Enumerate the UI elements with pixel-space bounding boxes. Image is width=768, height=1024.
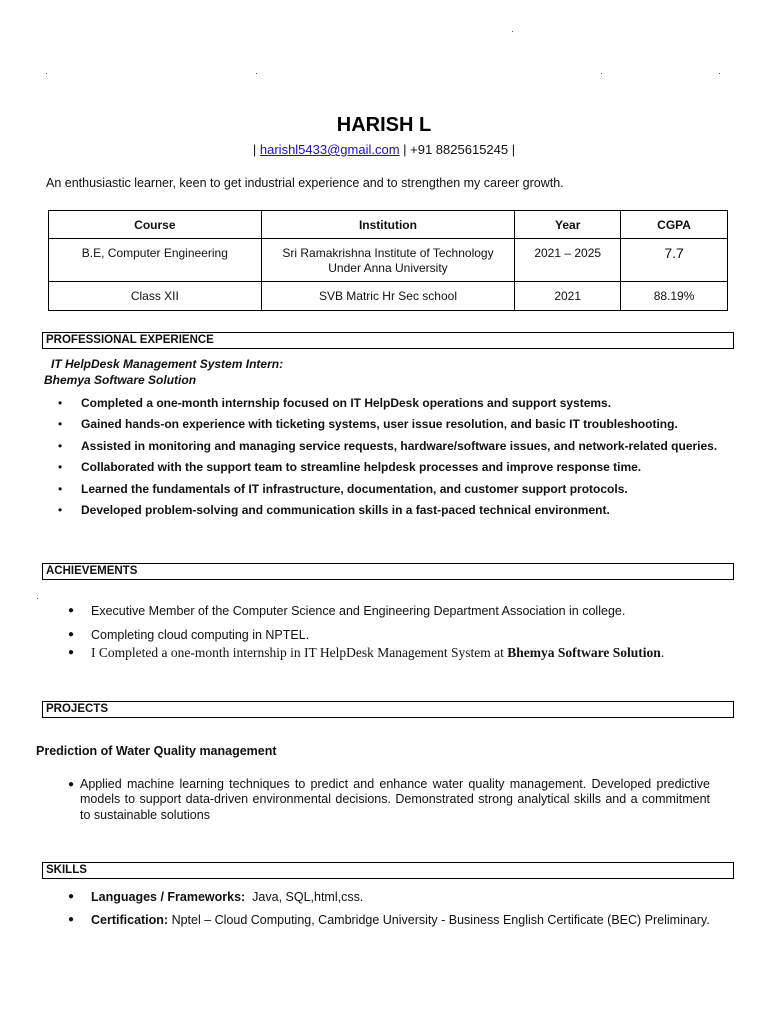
- bullet-icon: ●: [68, 779, 75, 790]
- list-item: [68, 889, 710, 912]
- list-item: [68, 912, 710, 935]
- contact-prefix: |: [252, 142, 260, 157]
- list-item: • Gained hands-on experience with ticketing systems, user issue resolution, and basic IT troubleshooting.: [56, 416, 717, 437]
- achievement-company: Bhemya Software Solution: [507, 645, 661, 660]
- column-header-course: Course: [49, 211, 262, 239]
- achievement-text: I Completed a one-month internship in IT HelpDesk Management System at: [91, 645, 508, 660]
- list-item: • Collaborated with the support team to streamline helpdesk processes and improve response time.: [56, 459, 717, 480]
- table-row: [49, 239, 728, 282]
- section-heading-achievements: ACHIEVEMENTS: [42, 563, 734, 580]
- stray-dot: [37, 598, 38, 599]
- skill-value: Java, SQL,html,css.: [245, 890, 364, 904]
- project-title: Prediction of Water Quality management: [36, 744, 277, 758]
- list-item: • Developed problem-solving and communication skills in a fast-paced technical environment.: [56, 502, 717, 523]
- cgpa-cell: 88.19%: [621, 282, 728, 311]
- table-row: [49, 282, 728, 311]
- section-heading-projects: PROJECTS: [42, 701, 734, 718]
- skills-list: [68, 889, 710, 934]
- achievements-list: [68, 603, 664, 661]
- career-objective: An enthusiastic learner, keen to get industrial experience and to strengthen my career growth.: [46, 176, 564, 190]
- stray-dot: [256, 73, 257, 74]
- contact-line: [0, 142, 768, 157]
- year-cell: 2021 – 2025: [515, 239, 621, 282]
- skill-label: Languages / Frameworks:: [91, 890, 246, 904]
- skill-value: Nptel – Cloud Computing, Cambridge University - Business English Certificate (BEC) Preliminary.: [168, 912, 710, 927]
- institution-affiliation: Under Anna University: [328, 261, 448, 275]
- list-item: ● Completing cloud computing in NPTEL.: [68, 627, 664, 645]
- contact-phone: | +91 8825615245 |: [399, 142, 516, 157]
- year-cell: 2021: [515, 282, 621, 311]
- stray-dot: [719, 73, 720, 74]
- institution-cell: [261, 239, 515, 282]
- list-item: • Completed a one-month internship focused on IT HelpDesk operations and support systems.: [56, 395, 717, 416]
- institution-name: Sri Ramakrishna Institute of Technology: [282, 246, 494, 260]
- project-description: [68, 777, 710, 823]
- email-link[interactable]: harishl5433@gmail.com: [259, 142, 400, 157]
- column-header-cgpa: CGPA: [621, 211, 728, 239]
- column-header-year: Year: [515, 211, 621, 239]
- company-name: Bhemya Software Solution: [44, 373, 197, 387]
- section-heading-skills: SKILLS: [42, 862, 734, 879]
- course-cell: B.E, Computer Engineering: [49, 239, 262, 282]
- experience-bullet-list: [56, 395, 717, 523]
- stray-dot: [601, 73, 602, 74]
- institution-cell: SVB Matric Hr Sec school: [261, 282, 515, 311]
- education-header-row: [49, 211, 728, 239]
- job-role: IT HelpDesk Management System Intern:: [51, 357, 284, 371]
- cgpa-cell: 7.7: [621, 239, 728, 282]
- list-item: ● Executive Member of the Computer Science and Engineering Department Association in college.: [68, 603, 664, 627]
- education-table: [48, 210, 728, 311]
- section-heading-experience: PROFESSIONAL EXPERIENCE: [42, 332, 734, 349]
- list-item: • Assisted in monitoring and managing service requests, hardware/software issues, and network-related queries.: [56, 438, 717, 459]
- stray-dot: [512, 31, 513, 32]
- column-header-institution: Institution: [261, 211, 515, 239]
- list-item: [68, 645, 664, 661]
- skill-label: Certification:: [91, 912, 169, 927]
- candidate-name: HARISH L: [336, 114, 432, 136]
- course-cell: Class XII: [49, 282, 262, 311]
- stray-dot: [46, 73, 47, 74]
- list-item: • Learned the fundamentals of IT infrastructure, documentation, and customer support protocols.: [56, 481, 717, 502]
- project-description-text: Applied machine learning techniques to predict and enhance water quality management. Developed predictive models to support data-driven environmental decisions. Demonstrated strong analytical skills and a commitment to sustainable solutions: [80, 777, 710, 822]
- achievement-end: .: [660, 645, 665, 660]
